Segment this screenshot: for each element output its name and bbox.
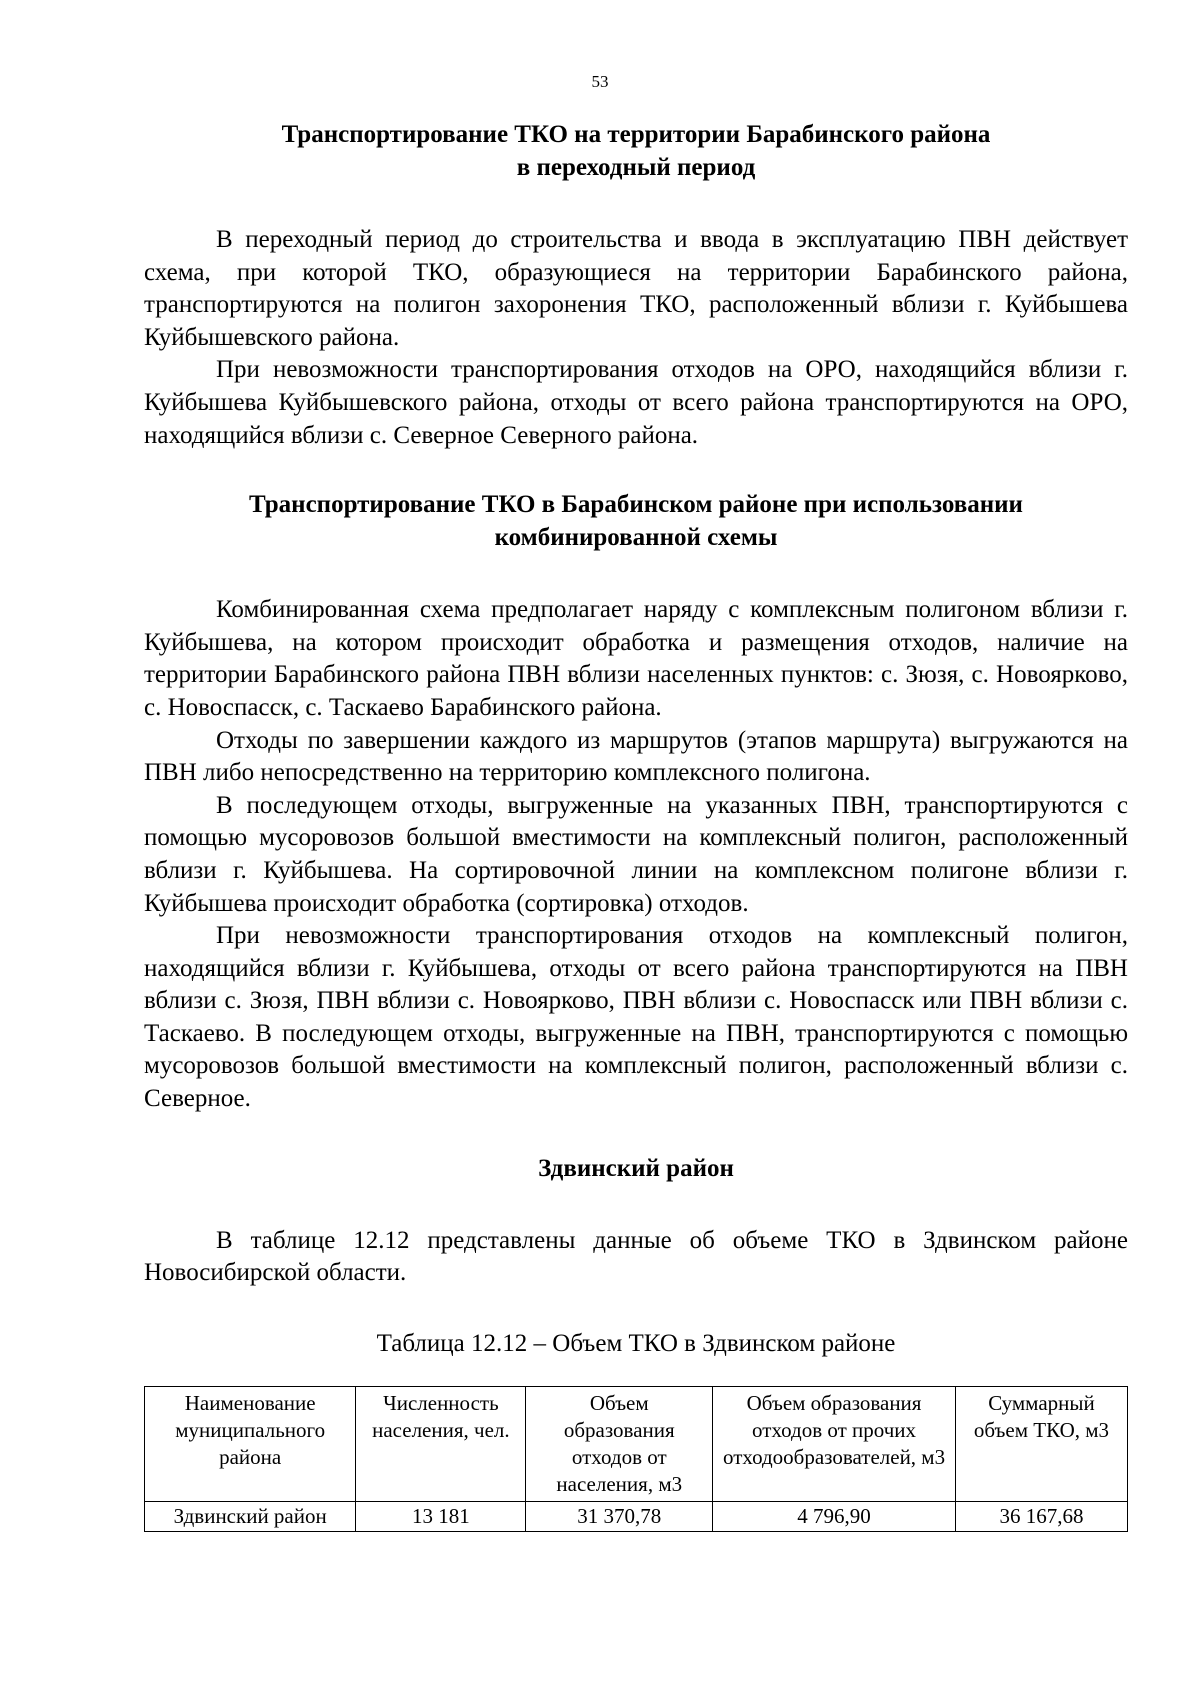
paragraph: При невозможности транспортирования отходов на ОРО, находящийся вблизи г. Куйбышева Куйбышевского района, отходы от всего района транспортируются на ОРО, находящийся вблизи с. Северное Северного района.	[144, 356, 1128, 449]
section-title-line: комбинированной схемы	[494, 524, 778, 552]
table-caption: Таблица 12.12 – Объем ТКО в Здвинском районе	[376, 1329, 896, 1357]
paragraph: Комбинированная схема предполагает наряду с комплексным полигоном вблизи г. Куйбышева, на котором происходит обработка и размещения отходов, наличие на территории Барабинского района ПВН вблизи населенных пунктов: с. Зюзя, с. Новоярково, с. Новоспасск, с. Таскаево Барабинского района.	[144, 596, 1128, 721]
section-title-line: Транспортирование ТКО на территории Барабинского района	[281, 121, 991, 148]
paragraph: В таблице 12.12 представлены данные об объеме ТКО в Здвинском районе Новосибирской области.	[144, 1226, 1128, 1287]
section-title-line: Здвинский район	[538, 1154, 734, 1182]
section-body	[144, 594, 1128, 1116]
paragraph: При невозможности транспортирования отходов на комплексный полигон, находящийся вблизи г. Куйбышева, отходы от всего района транспортируются на ПВН вблизи с. Зюзя, ПВН вблизи с. Новоярково, ПВН вблизи с. Новоспасск или ПВН вблизи с. Таскаево. В последующем отходы, выгруженные на ПВН, транспортируются с помощью мусоровозов большой вместимости на комплексный полигон, расположенный вблизи с. Северное.	[144, 922, 1128, 1113]
table-header-cell: Объем образования отходов от населения, м3	[526, 1386, 713, 1501]
page-number: 53	[591, 72, 609, 91]
tko-volume-table	[144, 1386, 1128, 1532]
paragraph: В переходный период до строительства и ввода в эксплуатацию ПВН действует схема, при которой ТКО, образующиеся на территории Барабинского района, транспортируются на полигон захоронения ТКО, расположенный вблизи г. Куйбышева Куйбышевского района.	[144, 226, 1128, 351]
section-body	[144, 1225, 1128, 1290]
table-cell: 36 167,68	[955, 1501, 1127, 1531]
table-header-cell: Численность населения, чел.	[356, 1386, 526, 1501]
table-header-row	[145, 1386, 1128, 1501]
paragraph: В последующем отходы, выгруженные на указанных ПВН, транспортируются с помощью мусоровозов большой вместимости на комплексный полигон, расположенный вблизи г. Куйбышева. На сортировочной линии на комплексном полигоне вблизи г. Куйбышева происходит обработка (сортировка) отходов.	[144, 791, 1128, 917]
table-header-cell: Наименование муниципального района	[145, 1386, 356, 1501]
table-cell: 31 370,78	[526, 1501, 713, 1531]
table-header-cell: Объем образования отходов от прочих отходообразователей, м3	[713, 1386, 956, 1501]
table-row	[145, 1501, 1128, 1531]
section-title-line: в переходный период	[516, 154, 756, 181]
table-cell: Здвинский район	[145, 1501, 356, 1531]
section-title-barabinsky-transition	[144, 118, 1128, 184]
section-title-combined-scheme	[144, 488, 1128, 554]
table-cell: 4 796,90	[713, 1501, 956, 1531]
section-title-zdvinsky	[144, 1152, 1128, 1185]
table-cell: 13 181	[356, 1501, 526, 1531]
section-body	[144, 224, 1128, 452]
document-body	[144, 110, 1128, 1532]
section-title-line: Транспортирование ТКО в Барабинском районе при использовании	[249, 491, 1023, 519]
table-header-cell: Суммарный объем ТКО, м3	[955, 1386, 1127, 1501]
paragraph: Отходы по завершении каждого из маршрутов (этапов маршрута) выгружаются на ПВН либо непосредственно на территорию комплексного полигона.	[144, 726, 1128, 787]
